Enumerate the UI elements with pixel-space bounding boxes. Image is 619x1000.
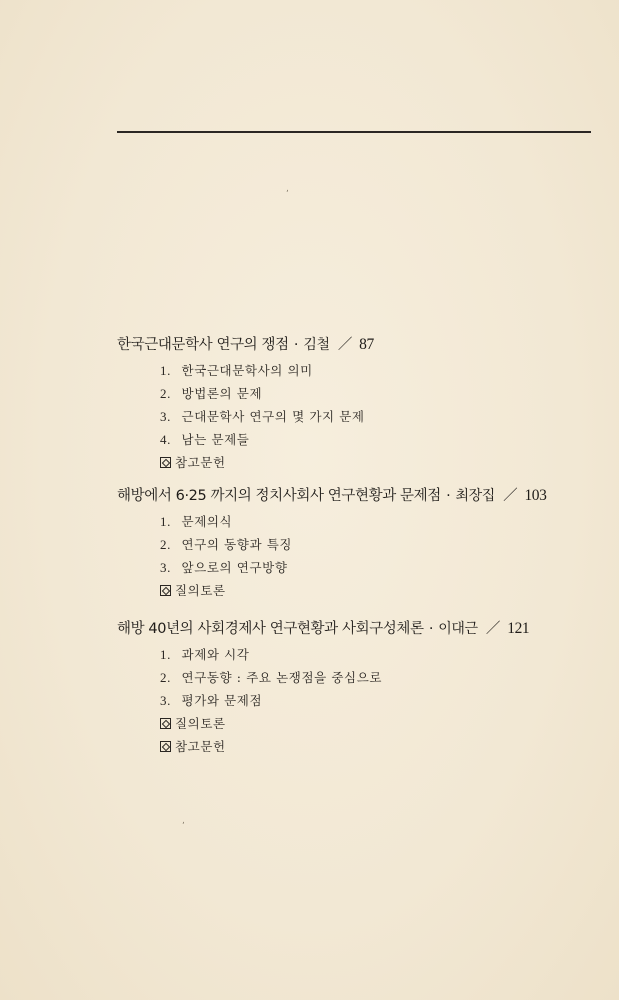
subsection-item[interactable]: [160, 428, 597, 451]
subsection-item[interactable]: [160, 556, 597, 579]
paper-speck: ,: [286, 184, 289, 194]
extra-text: 질의토론: [175, 583, 226, 598]
section-author: 최장집: [455, 488, 495, 504]
page-slash: ／: [485, 621, 500, 637]
toc-section-2: [117, 486, 597, 602]
item-number: 2.: [160, 537, 171, 552]
extra-item[interactable]: [160, 451, 597, 474]
extra-item[interactable]: [160, 735, 597, 758]
subsection-item[interactable]: [160, 382, 597, 405]
subsection-item[interactable]: [160, 510, 597, 533]
item-text: 한국근대문학사의 의미: [181, 363, 313, 378]
item-number: 4.: [160, 432, 171, 447]
item-number: 3.: [160, 409, 171, 424]
page-slash: ／: [503, 488, 518, 504]
item-number: 3.: [160, 693, 171, 708]
item-text: 문제의식: [181, 514, 233, 529]
page-number: 121: [507, 620, 530, 637]
separator-dot: ·: [446, 488, 451, 504]
subsection-item[interactable]: [160, 359, 597, 382]
item-text: 남는 문제들: [181, 432, 250, 447]
section-author: 이대근: [438, 621, 478, 637]
subsection-item[interactable]: [160, 405, 597, 428]
extra-item[interactable]: [160, 579, 597, 602]
subsection-item[interactable]: [160, 689, 597, 712]
section-title: 해방 40년의 사회경제사 연구현황과 사회구성체론: [117, 621, 424, 637]
subsection-item[interactable]: [160, 666, 597, 689]
extra-text: 참고문헌: [175, 455, 226, 470]
item-number: 3.: [160, 560, 171, 575]
separator-dot: ·: [428, 621, 434, 637]
item-number: 2.: [160, 670, 171, 685]
boxed-diamond-icon: [160, 718, 171, 729]
section-author: 김철: [303, 337, 330, 353]
item-number: 1.: [160, 514, 171, 529]
toc-entry-title-row[interactable]: [117, 335, 597, 359]
paper-speck: ,: [182, 816, 185, 826]
item-text: 평가와 문제점: [181, 693, 263, 708]
item-text: 연구의 동향과 특징: [181, 537, 293, 552]
item-number: 1.: [160, 647, 171, 662]
item-text: 앞으로의 연구방향: [181, 560, 288, 575]
boxed-diamond-icon: [160, 457, 171, 468]
subsection-list: [117, 510, 597, 602]
extra-text: 질의토론: [175, 716, 226, 731]
toc-entry-title-row[interactable]: [117, 619, 597, 643]
item-text: 연구동향 : 주요 논쟁점을 중심으로: [181, 670, 383, 685]
boxed-diamond-icon: [160, 585, 171, 596]
top-horizontal-rule: [117, 131, 591, 133]
toc-section-3: [117, 619, 597, 758]
boxed-diamond-icon: [160, 741, 171, 752]
toc-entry-title-row[interactable]: [117, 486, 597, 510]
item-text: 근대문학사 연구의 몇 가지 문제: [181, 409, 365, 424]
separator-dot: ·: [293, 337, 299, 353]
item-text: 과제와 시각: [181, 647, 250, 662]
page-number: 103: [524, 487, 547, 504]
subsection-list: [117, 643, 597, 758]
toc-section-1: [117, 335, 597, 474]
item-number: 1.: [160, 363, 171, 378]
section-title: 한국근대문학사 연구의 쟁점: [117, 337, 289, 353]
page-number: 87: [359, 336, 374, 353]
item-number: 2.: [160, 386, 171, 401]
section-title: 해방에서 6·25 까지의 정치사회사 연구현황과 문제점: [117, 488, 441, 504]
item-text: 방법론의 문제: [181, 386, 263, 401]
extra-item[interactable]: [160, 712, 597, 735]
extra-text: 참고문헌: [175, 739, 226, 754]
subsection-item[interactable]: [160, 533, 597, 556]
subsection-item[interactable]: [160, 643, 597, 666]
subsection-list: [117, 359, 597, 474]
page-slash: ／: [337, 337, 352, 353]
